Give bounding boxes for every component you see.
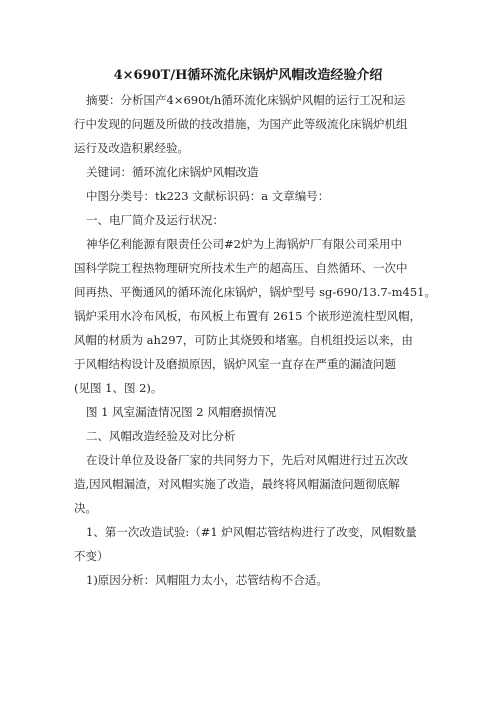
body-line: 神华亿利能源有限责任公司#2炉为上海锅炉厂有限公司采用中 [86,237,402,251]
body-line: 决。 [74,501,97,515]
keywords-line: 关键词：循环流化床锅炉风帽改造 [86,165,259,179]
abstract-paragraph [74,88,424,160]
body-line: 国科学院工程热物理研究所技术生产的超高压、自然循环、一次中 [74,261,408,275]
body-line: 1)原因分析：风帽阻力太小，芯管结构不合适。 [86,573,328,587]
body-line: 不变） [74,549,109,563]
body-line: 于风帽结构设计及磨损原因，锅炉风室一直存在严重的漏渣问题 [74,357,396,371]
item1-sub1-paragraph [74,568,424,592]
figure-caption-paragraph [74,400,424,424]
body-line: 造,因风帽漏渣，对风帽实施了改造，最终将风帽漏渣问题彻底解 [74,477,400,491]
body-line: (见图 1、图 2)。 [74,381,163,395]
abstract-line: 行中发现的问题及所做的技改措施，为国产此等级流化床锅炉机组 [74,117,408,131]
section2-paragraph [74,448,424,520]
section1-paragraph [74,232,436,400]
body-line: 风帽的材质为 ah297，可防止其烧毁和堵塞。自机组投运以来，由 [74,333,413,347]
section1-heading: 一、电厂简介及运行状况： [86,213,224,227]
item1-paragraph [74,520,424,568]
section-heading [74,424,424,448]
body-line: 1、第一次改造试验:（#1 炉风帽芯管结构进行了改变，风帽数量 [86,525,417,539]
keywords-paragraph [74,160,424,184]
section-heading [74,208,424,232]
section2-heading: 二、风帽改造经验及对比分析 [86,429,236,443]
classification-paragraph [74,184,424,208]
body-line: 锅炉采用水冷布风板，布风板上布置有 2615 个嵌形逆流柱型风帽， [74,309,422,323]
figure-caption: 图 1 风室漏渣情况图 2 风帽磨损情况 [86,405,277,419]
abstract-line: 运行及改造积累经验。 [74,141,189,155]
classification-line: 中图分类号：tk223 文献标识码：a 文章编号： [86,189,330,203]
abstract-line: 摘要：分析国产4×690t/h循环流化床锅炉风帽的运行工况和运 [86,93,406,107]
body-line: 间再热、平衡通风的循环流化床锅炉，锅炉型号 sg-690/13.7-m451。 [74,285,436,299]
body-line: 在设计单位及设备厂家的共同努力下，先后对风帽进行过五次改 [86,453,408,467]
document-title: 4×690T/H循环流化床锅炉风帽改造经验介绍 [113,68,383,83]
